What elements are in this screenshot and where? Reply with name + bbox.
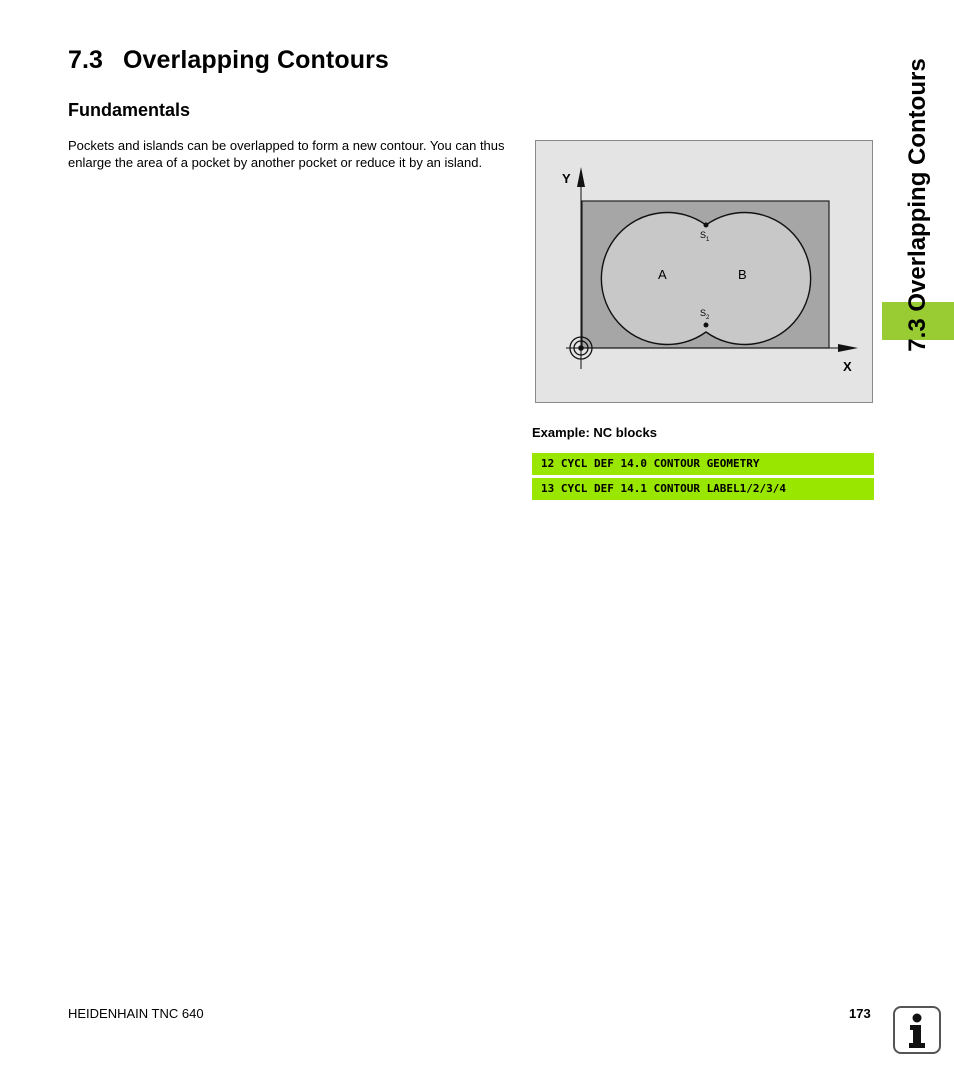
subsection-title: Fundamentals — [68, 100, 191, 120]
x-axis-arrow — [838, 344, 858, 352]
point-s1-subscript: 1 — [706, 237, 710, 243]
section-title: Overlapping Contours — [123, 46, 389, 74]
example-label: Example: NC blocks — [532, 425, 657, 440]
point-s1-marker — [704, 223, 709, 228]
contour-label-b: B — [738, 267, 747, 282]
overlapping-contours-figure — [535, 140, 873, 403]
info-icon — [893, 1006, 941, 1054]
info-glyph — [895, 1008, 939, 1052]
page-title — [68, 46, 389, 75]
footer-product: HEIDENHAIN TNC 640 — [68, 1006, 204, 1021]
nc-block-line: 13 CYCL DEF 14.1 CONTOUR LABEL1/2/3/4 — [532, 478, 874, 500]
datum-center — [578, 345, 584, 351]
point-s2-subscript: 2 — [706, 315, 710, 321]
side-section-title: 7.3 Overlapping Contours — [904, 58, 931, 352]
point-s2-label: S — [700, 308, 707, 318]
nc-block-line: 12 CYCL DEF 14.0 CONTOUR GEOMETRY — [532, 453, 874, 475]
section-number: 7.3 — [68, 46, 104, 74]
contour-diagram — [536, 141, 872, 402]
y-axis-label: Y — [562, 171, 571, 186]
contour-label-a: A — [658, 267, 667, 282]
page-number: 173 — [849, 1006, 871, 1021]
x-axis-label: X — [843, 359, 852, 374]
y-axis-arrow — [577, 167, 585, 187]
intro-paragraph: Pockets and islands can be overlapped to form a new contour. You can thus enlarge the area of a pocket by another pocket or reduce it by an island. — [68, 138, 505, 170]
point-s2-marker — [704, 323, 709, 328]
point-s1-label: S — [700, 230, 707, 240]
